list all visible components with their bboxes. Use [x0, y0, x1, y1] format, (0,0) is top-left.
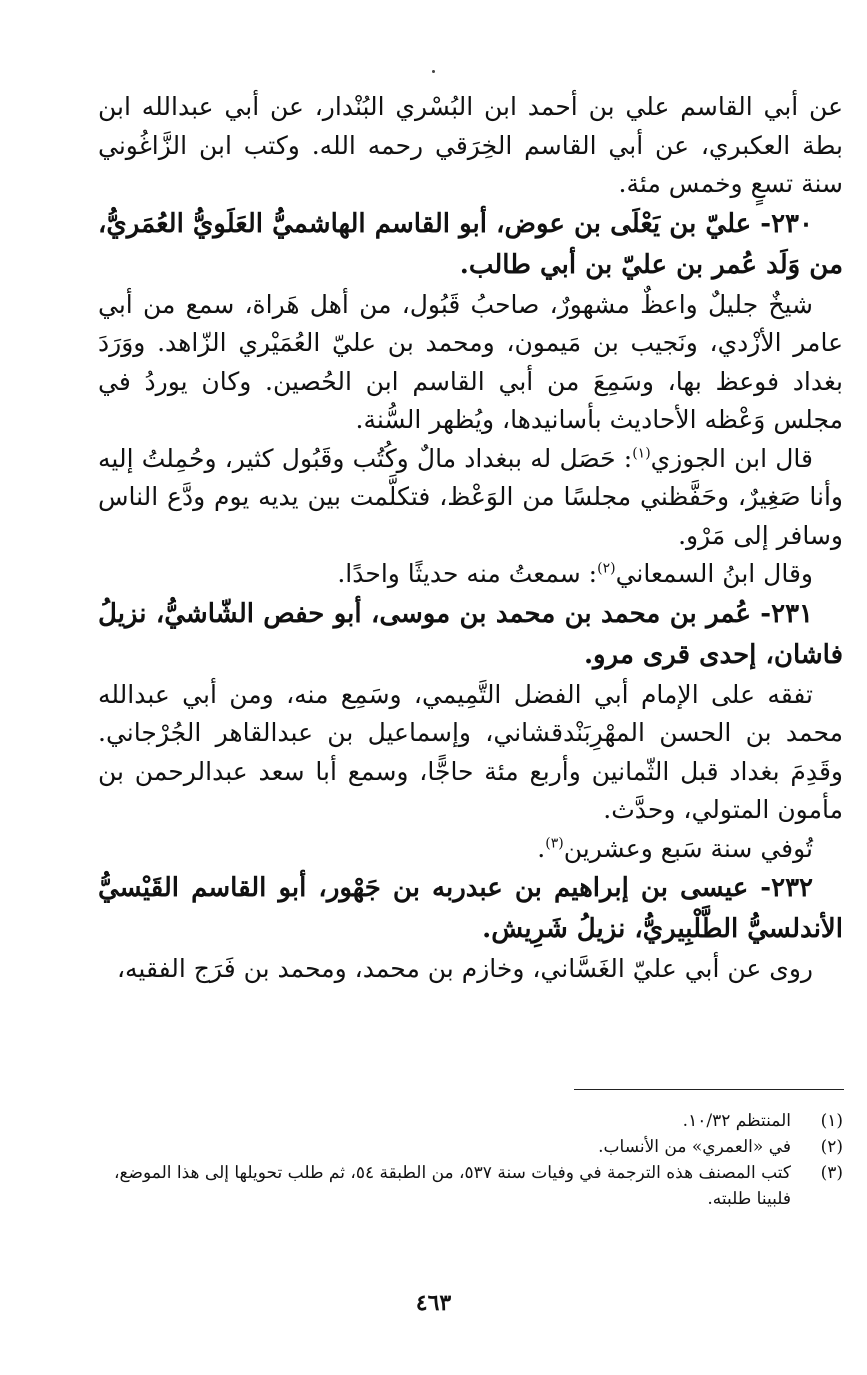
footnote-2 — [98, 1134, 843, 1160]
footnote-number: (١) — [820, 1111, 843, 1131]
paragraph-intro: عن أبي القاسم علي بن أحمد ابن البُسْري البُنْدار، عن أبي عبدالله ابن بطة العكبري، عن أبي القاسم الخِرَقي رحمه الله. وكتب ابن الزَّاغُوني سنة تسعٍ وخمس مئة. — [98, 92, 843, 198]
main-text — [98, 88, 843, 989]
paragraph-231-bio: تفقه على الإمام أبي الفضل التَّمِيمي، وسَمِع منه، ومن أبي عبدالله محمد بن الحسن المهْرِبَنْدقشاني، وإسماعيل بن عبدالقاهر الجُرْجاني. وقَدِمَ بغداد قبل الثّمانين وأربع مئة حاجًّا، وسمع أبا سعد عبدالرحمن بن مأمون المتولي، وحدَّث. — [98, 679, 843, 824]
paragraph-232-bio: روى عن أبي عليّ الغَسَّاني، وخازم بن محمد، ومحمد بن فَرَج الفقيه، — [116, 954, 813, 983]
quote-lead: وقال ابنُ السمعاني — [615, 559, 813, 588]
page-mark — [432, 70, 435, 73]
entry-heading-232: ٢٣٢- عيسى بن إبراهيم بن عبدربه بن جَهْور، أبو القاسم القَيْسيُّ الأندلسيُّ الطَّلْبِيريُّ، نزيلُ شَرِيش. — [98, 873, 843, 944]
quote-lead: قال ابن الجوزي — [650, 443, 813, 473]
paragraph-231-death — [98, 830, 843, 869]
footnote-text: كتب المصنف هذه الترجمة في وفيات سنة ٥٣٧، من الطبقة ٥٤، ثم طلب تحويلها إلى هذا الموضع، فلبينا طلبته. — [114, 1163, 791, 1209]
footnote-number: (٢) — [820, 1137, 843, 1157]
footnote-ref-1: (١) — [632, 445, 651, 462]
quote-body: : سمعتُ منه حديثًا واحدًا. — [337, 559, 598, 588]
paragraph-230-samani — [98, 555, 843, 594]
quote-body: : حَصَل له ببغداد مالٌ وكُتُب وقَبُول كثير، وحُمِلتُ إليه وأنا صَغِيرٌ، وحَفَّظني مجلسًا من الوَعْظ، فتكلَّمت بين يديه يوم ودَّع الناس وسافر إلى مَرْو. — [98, 443, 843, 550]
page-number: ٤٦٣ — [415, 1290, 452, 1316]
entry-heading-230: ٢٣٠- عليّ بن يَعْلَى بن عوض، أبو القاسم الهاشميُّ العَلَويُّ العُمَريُّ، من وَلَد عُمر بن عليّ بن أبي طالب. — [98, 208, 843, 280]
period: . — [537, 833, 546, 863]
paragraph-230-ibn-jawzi — [98, 440, 843, 556]
footnote-ref-3: (٣) — [545, 835, 564, 852]
footnote-3 — [98, 1160, 843, 1212]
footnote-text: في «العمري» من الأنساب. — [598, 1137, 791, 1157]
death-note: تُوفي سنة سَبع وعشرين — [563, 833, 813, 863]
entry-heading-231: ٢٣١- عُمر بن محمد بن محمد بن موسى، أبو حفص الشّاشيُّ، نزيلُ فاشان، إحدى قرى مرو. — [98, 598, 843, 670]
footnote-divider — [574, 1089, 844, 1090]
footnote-ref-2: (٢) — [597, 560, 616, 577]
footnote-number: (٣) — [820, 1163, 843, 1183]
footnotes — [98, 1108, 843, 1212]
footnote-1 — [98, 1108, 843, 1134]
paragraph-230-bio: شيخٌ جليلٌ واعظٌ مشهورٌ، صاحبُ قَبُول، من أهل هَراة، سمع من أبي عامر الأزْدي، ونَجيب بن مَيمون، ومحمد بن عليّ العُمَيْري الزّاهد. ووَرَدَ بغداد فوعظ بها، وسَمِعَ من أبي القاسم ابن الحُصين. وكان يوردُ في مجلس وَعْظه الأحاديث بأسانيدها، ويُظهر السُّنة. — [98, 289, 843, 434]
footnote-text: المنتظم ١٠/٣٢. — [682, 1111, 791, 1131]
